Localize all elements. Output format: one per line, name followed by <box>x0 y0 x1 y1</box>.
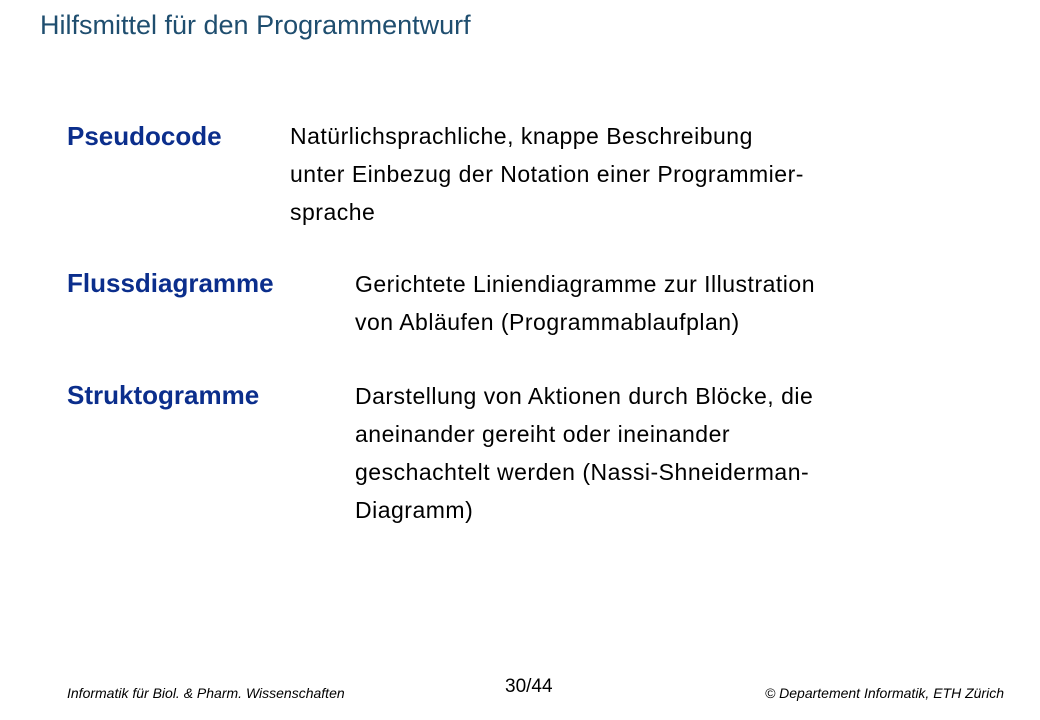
definition-struktogramme <box>355 377 813 529</box>
definition-line: Natürlichsprachliche, knappe Beschreibung <box>290 123 753 149</box>
definition-line: aneinander gereiht oder ineinander <box>355 421 731 447</box>
definition-line: von Abläufen (Programmablaufplan) <box>355 309 740 335</box>
definition-line: geschachtelt werden (Nassi-Shneiderman- <box>355 459 810 485</box>
definition-line: Diagramm) <box>355 497 474 523</box>
definition-line: Darstellung von Aktionen durch Blöcke, die <box>355 383 814 409</box>
definition-line: Gerichtete Liniendiagramme zur Illustration <box>355 271 815 297</box>
footer-copyright: © Departement Informatik, ETH Zürich <box>764 685 1004 701</box>
slide-title: Hilfsmittel für den Programmentwurf <box>40 10 471 40</box>
term-pseudocode: Pseudocode <box>67 121 222 151</box>
definition-flussdiagramme <box>355 265 815 341</box>
definition-pseudocode <box>290 117 804 231</box>
definition-line: unter Einbezug der Notation einer Programmier- <box>290 161 804 187</box>
term-struktogramme: Struktogramme <box>67 380 260 410</box>
term-flussdiagramme: Flussdiagramme <box>67 268 274 298</box>
page-number: 30/44 <box>505 676 553 697</box>
definition-line: sprache <box>290 199 376 225</box>
footer-course-name: Informatik für Biol. & Pharm. Wissenschaften <box>67 685 345 701</box>
